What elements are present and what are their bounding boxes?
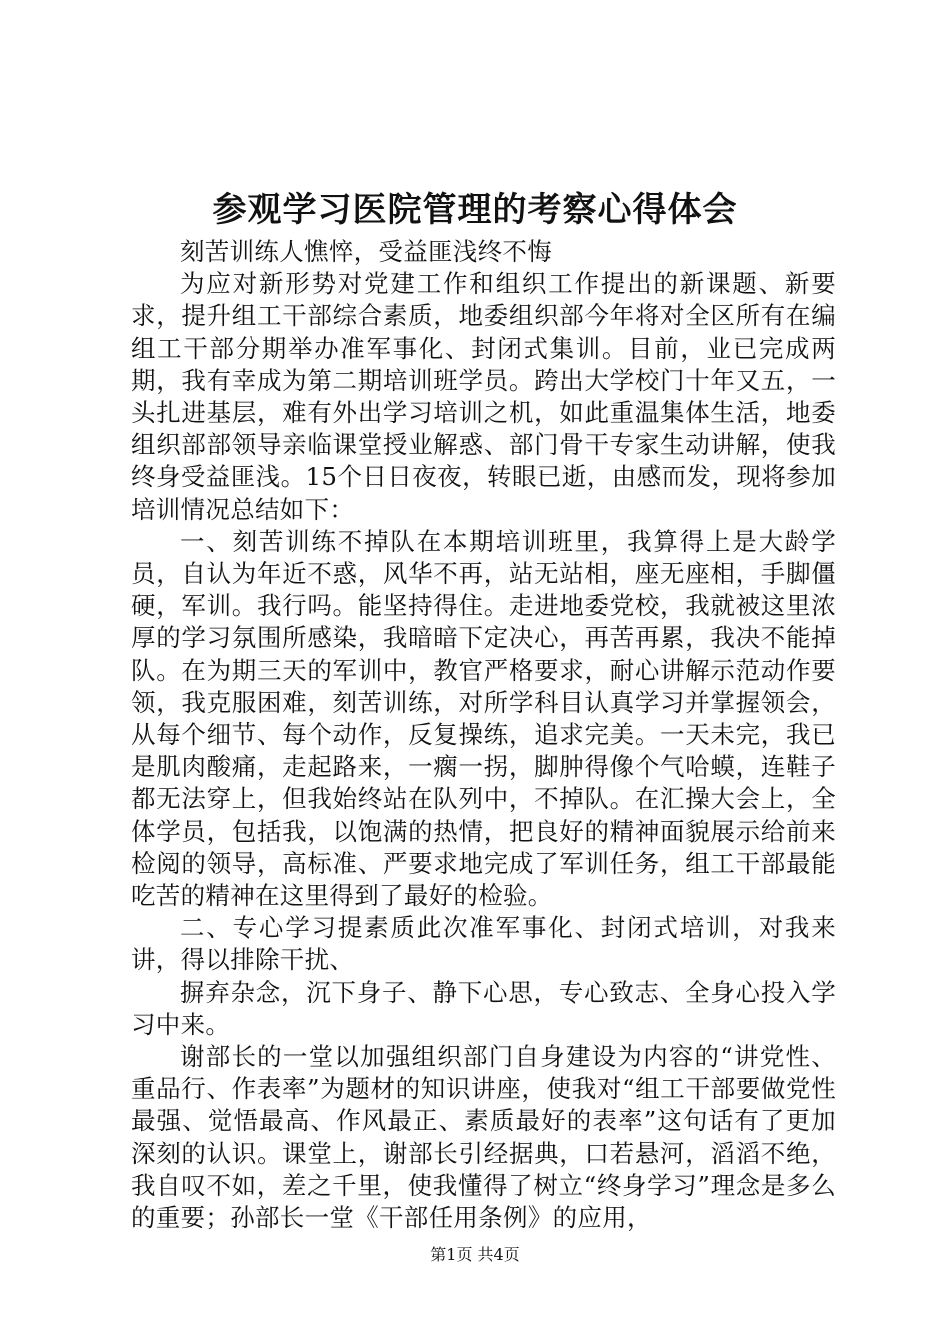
paragraph-section-2: 二、专心学习提素质此次准军事化、封闭式培训，对我来讲，得以排除干扰、 <box>131 913 836 975</box>
page-footer: 第1页 共4页 <box>430 1245 520 1264</box>
paragraph-section-2-cont: 摒弃杂念，沉下身子、静下心思，专心致志、全身心投入学习中来。 <box>131 977 836 1039</box>
paragraph-subtitle: 刻苦训练人憔悴，受益匪浅终不悔 <box>180 237 552 266</box>
paragraph-lecture: 谢部长的一堂以加强组织部门自身建设为内容的“讲党性、重品行、作表率”为题材的知识讲座，使我对“组工干部要做党性最强、觉悟最高、作风最正、素质最好的表率”这句话有了更加深刻的认识。课堂上，谢部长引经据典，口若悬河，滔滔不绝，我自叹不如，差之千里，使我懂得了树立“终身学习”理念是多么的重要；孙部长一堂《干部任用条例》的应用， <box>131 1042 836 1233</box>
document-title: 参观学习医院管理的考察心得体会 <box>212 190 738 230</box>
paragraph-section-1: 一、刻苦训练不掉队在本期培训班里，我算得上是大龄学员，自认为年近不惑，风华不再，站无站相，座无座相，手脚僵硬，军训。我行吗。能坚持得住。走进地委党校，我就被这里浓厚的学习氛围所感染，我暗暗下定决心，再苦再累，我决不能掉队。在为期三天的军训中，教官严格要求，耐心讲解示范动作要领，我克服困难，刻苦训练，对所学科目认真学习并掌握领会，从每个细节、每个动作，反复操练，追求完美。一天未完，我已是肌肉酸痛，走起路来，一瘸一拐，脚肿得像个气哈蟆，连鞋子都无法穿上，但我始终站在队列中，不掉队。在汇操大会上，全体学员，包括我，以饱满的热情，把良好的精神面貌展示给前来检阅的领导，高标准、严要求地完成了军训任务，组工干部最能吃苦的精神在这里得到了最好的检验。 <box>131 526 836 911</box>
document-body <box>131 236 836 1234</box>
paragraph-intro: 为应对新形势对党建工作和组织工作提出的新课题、新要求，提升组工干部综合素质，地委组织部今年将对全区所有在编组工干部分期举办准军事化、封闭式集训。目前，业已完成两期，我有幸成为第二期培训班学员。跨出大学校门十年又五，一头扎进基层，难有外出学习培训之机，如此重温集体生活，地委组织部部领导亲临课堂授业解惑、部门骨干专家生动讲解，使我终身受益匪浅。15个日日夜夜，转眼已逝，由感而发，现将参加培训情况总结如下： <box>131 269 836 524</box>
